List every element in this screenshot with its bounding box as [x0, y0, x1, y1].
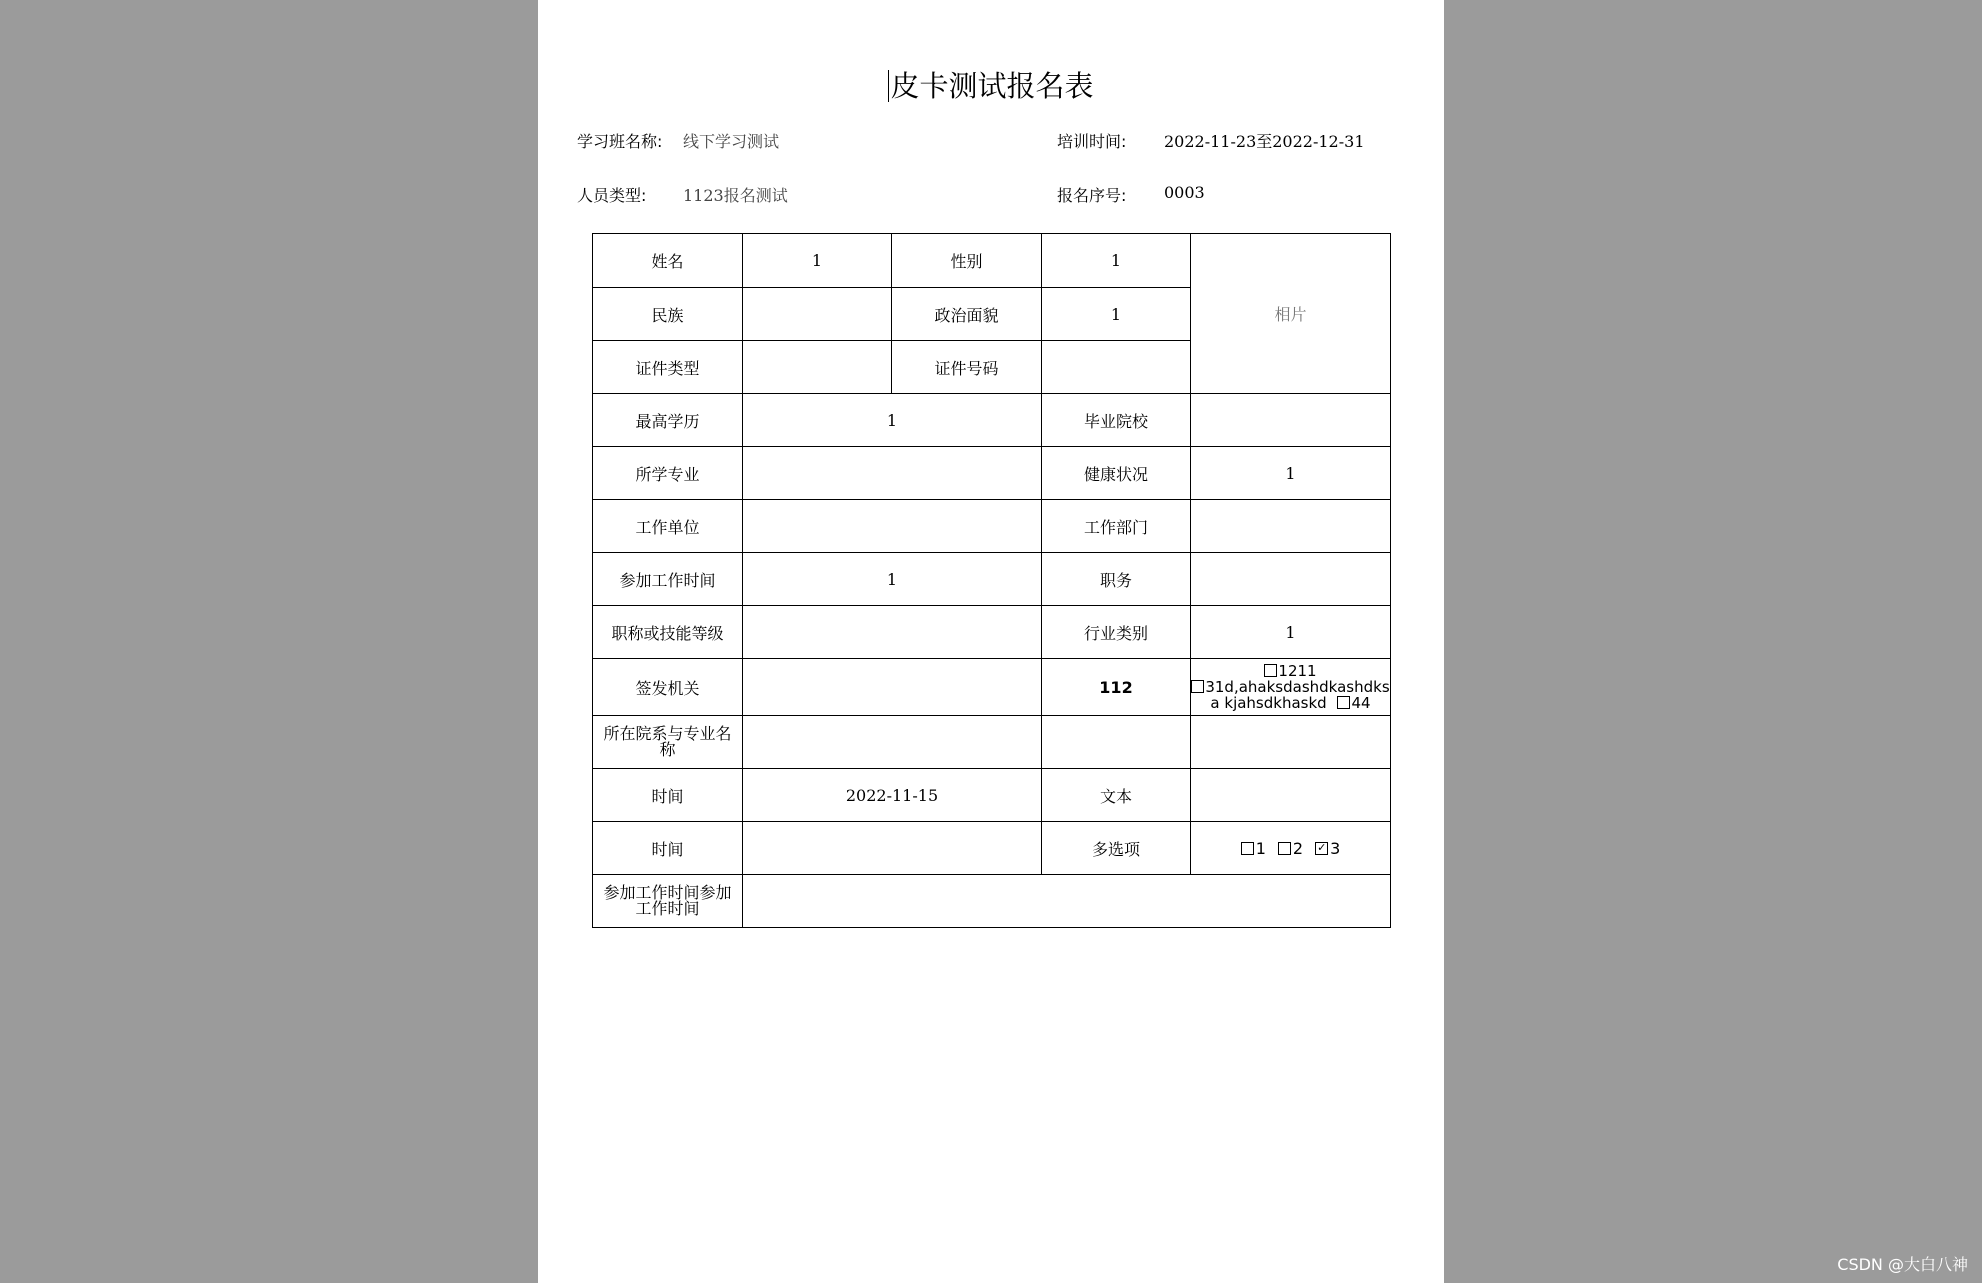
issuer-label: 签发机关 [593, 659, 743, 716]
meta-person-type [577, 183, 788, 206]
table-row [593, 394, 1391, 447]
political-label: 政治面貌 [892, 288, 1042, 341]
photo-placeholder: 相片 [1191, 234, 1391, 394]
option-label: 3 [1330, 838, 1341, 858]
id-no-value [1042, 341, 1191, 394]
position-value [1191, 553, 1391, 606]
registration-form-table [592, 233, 1391, 928]
time1-value: 2022-11-15 [743, 769, 1042, 822]
time2-value [743, 822, 1042, 875]
ethnicity-label: 民族 [593, 288, 743, 341]
reg-no-label: 报名序号: [1057, 186, 1127, 205]
gender-value: 1 [1042, 234, 1191, 288]
multi-label: 多选项 [1042, 822, 1191, 875]
table-row [593, 234, 1391, 288]
ethnicity-value [743, 288, 892, 341]
education-label: 最高学历 [593, 394, 743, 447]
table-row [593, 606, 1391, 659]
field-112-options [1191, 659, 1391, 716]
text-value [1191, 769, 1391, 822]
csdn-watermark: CSDN @大白八神 [1837, 1255, 1968, 1274]
id-type-label: 证件类型 [593, 341, 743, 394]
political-value: 1 [1042, 288, 1191, 341]
training-time-value: 2022-11-23至2022-12-31 [1164, 132, 1365, 151]
option-label: 1 [1255, 838, 1266, 858]
industry-label: 行业类别 [1042, 606, 1191, 659]
employer-value [743, 500, 1042, 553]
option-label: 2 [1292, 838, 1304, 858]
work-start2-label: 参加工作时间参加工作时间 [593, 875, 743, 928]
checkbox-icon[interactable] [1278, 842, 1291, 855]
department-label: 工作部门 [1042, 500, 1191, 553]
table-row [593, 716, 1391, 769]
issuer-value [743, 659, 1042, 716]
person-type-label: 人员类型: [577, 186, 647, 205]
id-no-label: 证件号码 [892, 341, 1042, 394]
work-start-label: 参加工作时间 [593, 553, 743, 606]
multi-option-1[interactable] [1241, 839, 1266, 858]
faculty-extra-label [1042, 716, 1191, 769]
checkbox-icon[interactable] [1337, 696, 1350, 709]
multi-option-3[interactable] [1315, 839, 1340, 858]
field-112-label: 112 [1042, 659, 1191, 716]
name-value: 1 [743, 234, 892, 288]
checkbox-icon[interactable] [1191, 680, 1204, 693]
class-name-value: 线下学习测试 [683, 132, 780, 151]
faculty-value [743, 716, 1042, 769]
employer-label: 工作单位 [593, 500, 743, 553]
work-start2-value [743, 875, 1391, 928]
document-page [538, 0, 1444, 1283]
gender-label: 性别 [892, 234, 1042, 288]
meta-class-name [577, 129, 780, 152]
multi-options [1191, 822, 1391, 875]
table-row [593, 553, 1391, 606]
checkbox-icon[interactable] [1241, 842, 1254, 855]
faculty-extra-value [1191, 716, 1391, 769]
school-label: 毕业院校 [1042, 394, 1191, 447]
table-row [593, 659, 1391, 716]
department-value [1191, 500, 1391, 553]
title-level-value [743, 606, 1042, 659]
option-label: 44 [1351, 694, 1371, 712]
major-value [743, 447, 1042, 500]
text-label: 文本 [1042, 769, 1191, 822]
time2-label: 时间 [593, 822, 743, 875]
reg-no-value: 0003 [1164, 183, 1205, 202]
checkbox-icon[interactable] [1264, 664, 1277, 677]
title-level-label: 职称或技能等级 [593, 606, 743, 659]
health-value: 1 [1191, 447, 1391, 500]
industry-value: 1 [1191, 606, 1391, 659]
major-label: 所学专业 [593, 447, 743, 500]
time1-label: 时间 [593, 769, 743, 822]
table-row [593, 875, 1391, 928]
meta-training-time [1057, 129, 1365, 152]
health-label: 健康状况 [1042, 447, 1191, 500]
table-row [593, 769, 1391, 822]
meta-reg-no [1057, 183, 1205, 206]
training-time-label: 培训时间: [1057, 132, 1127, 151]
work-start-value: 1 [743, 553, 1042, 606]
education-value: 1 [743, 394, 1042, 447]
option-label: 1211 [1278, 662, 1317, 680]
table-row [593, 447, 1391, 500]
checked-checkbox-icon[interactable] [1315, 842, 1328, 855]
class-name-label: 学习班名称: [577, 132, 663, 151]
multi-option-2[interactable] [1278, 839, 1303, 858]
position-label: 职务 [1042, 553, 1191, 606]
option-label: 31d,ahaksdashdkashdksa kjahsdkhaskd [1205, 678, 1390, 712]
id-type-value [743, 341, 892, 394]
table-row [593, 500, 1391, 553]
name-label: 姓名 [593, 234, 743, 288]
school-value [1191, 394, 1391, 447]
faculty-label: 所在院系与专业名称 [593, 716, 743, 769]
document-title [538, 64, 1444, 105]
document-title-text: 皮卡测试报名表 [890, 69, 1094, 103]
person-type-value: 1123报名测试 [683, 186, 788, 205]
table-row [593, 822, 1391, 875]
